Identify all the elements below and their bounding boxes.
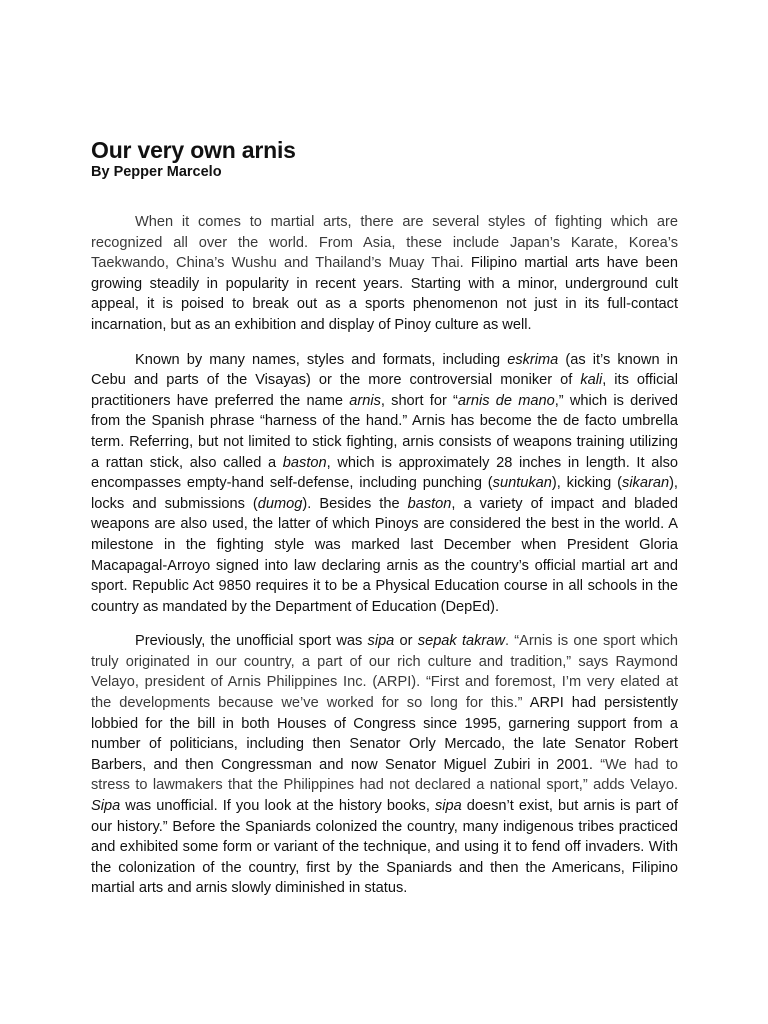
para2-run: , short for “: [380, 392, 458, 409]
para2-italic: eskrima: [507, 351, 559, 368]
para3-run: or: [394, 633, 418, 650]
paragraph-3: [91, 631, 678, 899]
para2-italic: kali: [580, 372, 603, 389]
article-title: Our very own arnis: [91, 137, 296, 163]
article: [91, 136, 678, 913]
para1-run: When it comes to martial arts, there are several styles of fighting which are recognized all over the world. From Asia, these include Japan’s Karate, Korea’s Taekwando, China’s Wushu and Thailand’s Muay Thai.: [91, 214, 678, 272]
para2-run: , which is approximately 28 inches in length. It also encompasses empty-hand self-defense, including punching (: [91, 454, 678, 492]
para2-italic: sikaran: [622, 475, 670, 492]
para2-italic: arnis de mano: [457, 392, 555, 409]
para2-run: , a variety of impact and bladed weapons are also used, the latter of which Pinoys are considered the best in the world. A milestone in the fighting style was marked last December when President Gloria Macapagal-Arroyo signed into law declaring arnis as the country’s official martial art and sport. Republic Act 9850 requires it to be a Physical Education course in all schools in the country as mandated by the Department of Education (DepEd).: [91, 495, 678, 615]
para2-italic: suntukan: [492, 475, 552, 492]
para2-run: (as it’s known in Cebu and parts of the Visayas) or the more controversial moniker of: [91, 351, 679, 389]
para2-run: , its official practitioners have preferred the name: [91, 372, 678, 409]
paragraph-1: [91, 212, 678, 336]
para2-run: ), kicking (: [551, 475, 623, 492]
para2-italic: dumog: [257, 495, 303, 512]
para3-italic: sipa: [367, 633, 395, 650]
paragraph-2: [91, 350, 678, 618]
para3-run: ARPI had persistently lobbied for the bill in both Houses of Congress since 1995, garnering support from a number of politicians, including then Senator Orly Mercado, the late Senator Robert Barbers, and then Congressman and now Senator Miguel Zubiri in 2001.: [91, 695, 678, 773]
para1-run: Filipino martial arts have been growing steadily in popularity in recent years. Starting with a minor, underground cult appeal, it is poised to break out as a sports phenomenon not just in its full-contact incarnation, but as an exhibition and display of Pinoy culture as well.: [91, 255, 678, 333]
para3-run: was unofficial. If you look at the history books,: [120, 798, 435, 815]
para3-run: “We had to stress to lawmakers that the Philippines had not declared a national sport,” adds Velayo.: [91, 756, 679, 794]
para3-run: Previously, the unofficial sport was: [135, 633, 368, 650]
para2-italic: baston: [282, 454, 327, 471]
para2-run: Known by many names, styles and formats, including: [135, 351, 508, 368]
para3-italic: sepak takraw: [417, 633, 505, 650]
para3-italic: Sipa: [91, 798, 121, 815]
para3-run: . “Arnis is one sport which truly originated in our country, a part of our rich culture and tradition,” says Raymond Velayo, president of Arnis Philippines Inc. (ARPI). “First and foremost, I’m very elated at the developments because we’ve worked for so long for this.”: [91, 633, 678, 712]
para2-italic: baston: [407, 495, 452, 512]
article-byline: By Pepper Marcelo: [91, 164, 222, 180]
para2-run: ,” which is derived from the Spanish phrase “harness of the hand.” Arnis has become the de facto umbrella term. Referring, but not limited to stick fighting, arnis consists of weapons training utilizing a rattan stick, also called a: [91, 392, 679, 471]
para3-run: doesn’t exist, but arnis is part of our history.” Before the Spaniards colonized the country, many indigenous tribes practiced and exhibited some form or variant of the technique, and using it to fend off invaders. With the colonization of the country, first by the Spaniards and then the Americans, Filipino martial arts and arnis slowly diminished in status.: [91, 798, 678, 897]
para2-italic: arnis: [349, 392, 381, 409]
para2-run: ). Besides the: [302, 495, 408, 512]
para2-run: ), locks and submissions (: [91, 475, 678, 512]
para3-italic: sipa: [434, 798, 462, 815]
